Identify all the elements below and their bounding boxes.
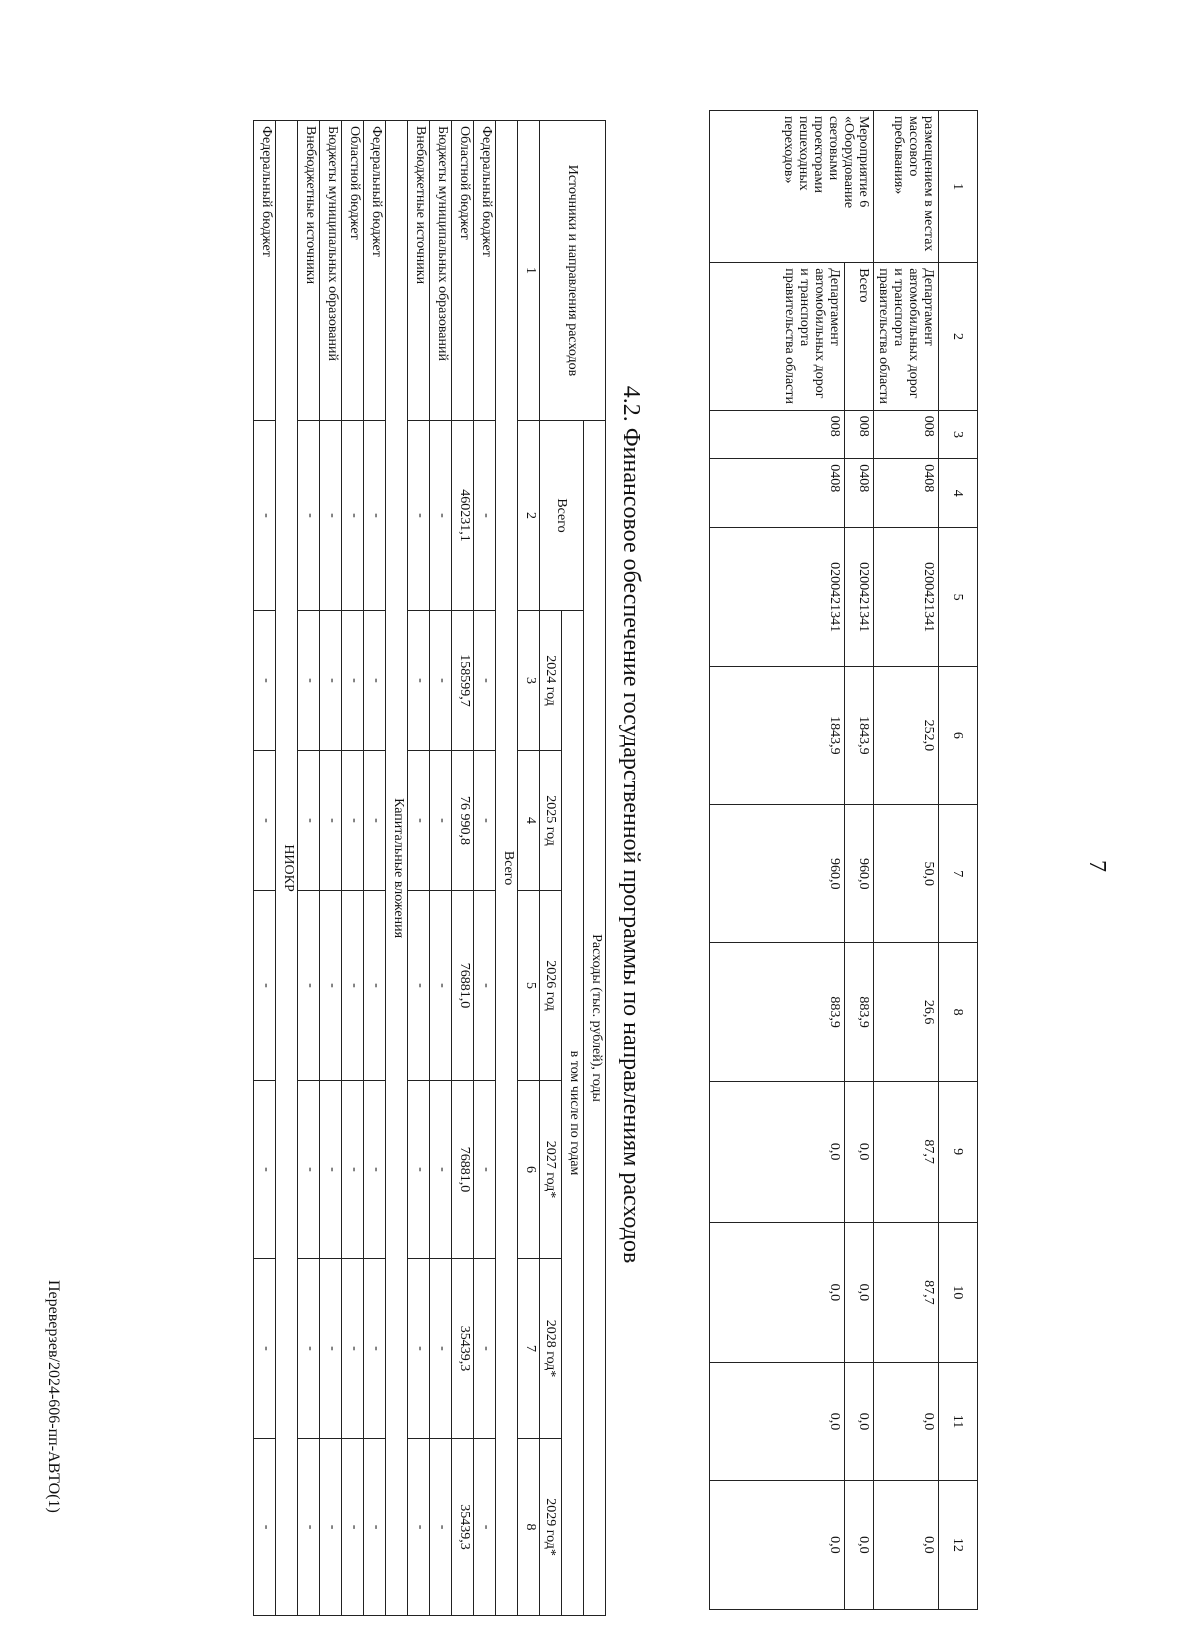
activities-table: [709, 110, 978, 1610]
value-cell: -: [342, 1081, 364, 1259]
amount-cell: 0,0: [845, 1363, 874, 1481]
value-cell: -: [430, 751, 452, 891]
column-number: 12: [939, 1480, 978, 1609]
value-cell: -: [342, 891, 364, 1081]
value-cell: -: [298, 1081, 320, 1259]
grbs-code: 008: [710, 410, 845, 458]
source-label: Областной бюджет: [342, 121, 364, 421]
value-cell: -: [408, 611, 430, 751]
financing-table: [253, 120, 606, 1616]
column-number: 6: [518, 1081, 540, 1259]
value-cell: -: [474, 1259, 496, 1439]
value-cell: -: [408, 1081, 430, 1259]
table-row: [408, 121, 430, 1616]
value-cell: -: [320, 1439, 342, 1616]
source-label: Федеральный бюджет: [364, 121, 386, 421]
table-row: [452, 121, 474, 1616]
column-number: 7: [939, 805, 978, 943]
column-number: 5: [518, 891, 540, 1081]
value-cell: 35439,3: [452, 1259, 474, 1439]
value-cell: -: [430, 1259, 452, 1439]
value-cell: -: [320, 611, 342, 751]
value-cell: 460231,1: [452, 421, 474, 611]
value-cell: -: [474, 751, 496, 891]
amount-cell: 0,0: [874, 1363, 939, 1481]
column-number: 7: [518, 1259, 540, 1439]
grbs-code: 008: [845, 410, 874, 458]
value-cell: -: [254, 891, 276, 1081]
table-row: [710, 111, 845, 1610]
value-cell: -: [474, 1439, 496, 1616]
table-row: [430, 121, 452, 1616]
sources-header: Источники и направления расходов: [540, 121, 606, 421]
target-code: 0200421341: [874, 528, 939, 666]
value-cell: -: [430, 611, 452, 751]
value-cell: -: [320, 1081, 342, 1259]
amount-cell: 87,7: [874, 1222, 939, 1363]
value-cell: -: [254, 751, 276, 891]
value-cell: -: [408, 891, 430, 1081]
table-header-row: [939, 111, 978, 1610]
value-cell: -: [298, 1259, 320, 1439]
value-cell: -: [342, 1259, 364, 1439]
value-cell: -: [474, 611, 496, 751]
amount-cell: 1843,9: [710, 666, 845, 804]
column-number: 1: [939, 111, 978, 263]
value-cell: -: [364, 1081, 386, 1259]
column-number: 8: [518, 1439, 540, 1616]
value-cell: -: [474, 891, 496, 1081]
amount-cell: 0,0: [710, 1363, 845, 1481]
target-code: 0200421341: [845, 528, 874, 666]
column-number: 11: [939, 1363, 978, 1481]
amount-cell: 252,0: [874, 666, 939, 804]
document-footer: Переверзев/2024-606-пп-АВТО(1): [45, 1280, 62, 1513]
section-label: Капитальные вложения: [386, 121, 408, 1616]
amount-cell: 0,0: [845, 1081, 874, 1222]
expenses-header: Расходы (тыс. рублей), годы: [584, 421, 606, 1616]
activity-name: размещением в местах массового пребывания»: [874, 111, 939, 263]
column-number: 1: [518, 121, 540, 421]
value-cell: -: [430, 1439, 452, 1616]
value-cell: -: [430, 891, 452, 1081]
amount-cell: 1843,9: [845, 666, 874, 804]
year-header: 2025 год: [540, 751, 562, 891]
value-cell: -: [320, 891, 342, 1081]
value-cell: -: [430, 1081, 452, 1259]
amount-cell: 883,9: [710, 943, 845, 1081]
value-cell: -: [298, 751, 320, 891]
table-row: [874, 111, 939, 1610]
amount-cell: 0,0: [874, 1480, 939, 1609]
value-cell: 76 990,8: [452, 751, 474, 891]
value-cell: 76881,0: [452, 1081, 474, 1259]
source-label: Бюджеты муниципальных образований: [320, 121, 342, 421]
value-cell: -: [408, 751, 430, 891]
year-header: 2028 год*: [540, 1259, 562, 1439]
target-code: 0200421341: [710, 528, 845, 666]
value-cell: -: [320, 751, 342, 891]
value-cell: -: [254, 421, 276, 611]
section-code: 0408: [710, 459, 845, 528]
activity-name: Мероприятие 6 «Оборудование световыми проекторами пешеходных переходов»: [710, 111, 874, 263]
source-label: Бюджеты муниципальных образований: [430, 121, 452, 421]
value-cell: -: [364, 751, 386, 891]
value-cell: -: [474, 1081, 496, 1259]
value-cell: -: [342, 1439, 364, 1616]
value-cell: -: [364, 891, 386, 1081]
column-number: 3: [518, 611, 540, 751]
table-row: [320, 121, 342, 1616]
section-row: [496, 121, 518, 1616]
page-number: 7: [1084, 860, 1110, 872]
column-number: 4: [518, 751, 540, 891]
amount-cell: 0,0: [710, 1480, 845, 1609]
column-number: 6: [939, 666, 978, 804]
amount-cell: 50,0: [874, 805, 939, 943]
column-number: 4: [939, 459, 978, 528]
grbs-code: 008: [874, 410, 939, 458]
value-cell: -: [320, 421, 342, 611]
table-header-row: [584, 121, 606, 1616]
value-cell: 158599,7: [452, 611, 474, 751]
source-label: Внебюджетные источники: [298, 121, 320, 421]
amount-cell: 87,7: [874, 1081, 939, 1222]
amount-cell: 0,0: [710, 1222, 845, 1363]
executor: Всего: [845, 263, 874, 411]
table-row: [342, 121, 364, 1616]
year-header: 2024 год: [540, 611, 562, 751]
value-cell: -: [342, 611, 364, 751]
value-cell: -: [298, 891, 320, 1081]
value-cell: -: [408, 1439, 430, 1616]
section-title: 4.2. Финансовое обеспечение государственной программы по направлениям расходов: [618, 385, 644, 1264]
value-cell: -: [254, 1439, 276, 1616]
source-label: Внебюджетные источники: [408, 121, 430, 421]
value-cell: -: [254, 1259, 276, 1439]
source-label: Федеральный бюджет: [474, 121, 496, 421]
section-code: 0408: [874, 459, 939, 528]
column-number: 2: [518, 421, 540, 611]
section-row: [276, 121, 298, 1616]
value-cell: -: [254, 1081, 276, 1259]
total-header: Всего: [540, 421, 584, 611]
source-label: Федеральный бюджет: [254, 121, 276, 421]
column-number: 3: [939, 410, 978, 458]
value-cell: -: [364, 1259, 386, 1439]
value-cell: -: [342, 751, 364, 891]
column-number: 8: [939, 943, 978, 1081]
value-cell: -: [298, 611, 320, 751]
amount-cell: 0,0: [845, 1222, 874, 1363]
source-label: Областной бюджет: [452, 121, 474, 421]
amount-cell: 0,0: [710, 1081, 845, 1222]
section-label: НИОКР: [276, 121, 298, 1616]
column-number: 5: [939, 528, 978, 666]
year-header: 2029 год*: [540, 1439, 562, 1616]
value-cell: -: [298, 1439, 320, 1616]
table-row: [364, 121, 386, 1616]
section-code: 0408: [845, 459, 874, 528]
including-header: в том числе по годам: [562, 611, 584, 1616]
value-cell: -: [254, 611, 276, 751]
executor: Департамент автомобильных дорог и транспорта правительства области: [710, 263, 845, 411]
table-row: [298, 121, 320, 1616]
section-label: Всего: [496, 121, 518, 1616]
amount-cell: 960,0: [710, 805, 845, 943]
value-cell: -: [364, 421, 386, 611]
section-row: [386, 121, 408, 1616]
column-number: 2: [939, 263, 978, 411]
value-cell: -: [298, 421, 320, 611]
table-row: [474, 121, 496, 1616]
amount-cell: 26,6: [874, 943, 939, 1081]
value-cell: -: [430, 421, 452, 611]
value-cell: -: [364, 1439, 386, 1616]
value-cell: -: [364, 611, 386, 751]
column-number: 9: [939, 1081, 978, 1222]
table-row: [845, 111, 874, 1610]
amount-cell: 883,9: [845, 943, 874, 1081]
amount-cell: 0,0: [845, 1480, 874, 1609]
value-cell: 35439,3: [452, 1439, 474, 1616]
executor: Департамент автомобильных дорог и транспорта правительства области: [874, 263, 939, 411]
year-header: 2026 год: [540, 891, 562, 1081]
value-cell: -: [408, 421, 430, 611]
column-number: 10: [939, 1222, 978, 1363]
value-cell: -: [474, 421, 496, 611]
amount-cell: 960,0: [845, 805, 874, 943]
value-cell: -: [320, 1259, 342, 1439]
table-row: [254, 121, 276, 1616]
value-cell: -: [408, 1259, 430, 1439]
table-number-row: [518, 121, 540, 1616]
value-cell: 76881,0: [452, 891, 474, 1081]
year-header: 2027 год*: [540, 1081, 562, 1259]
value-cell: -: [342, 421, 364, 611]
